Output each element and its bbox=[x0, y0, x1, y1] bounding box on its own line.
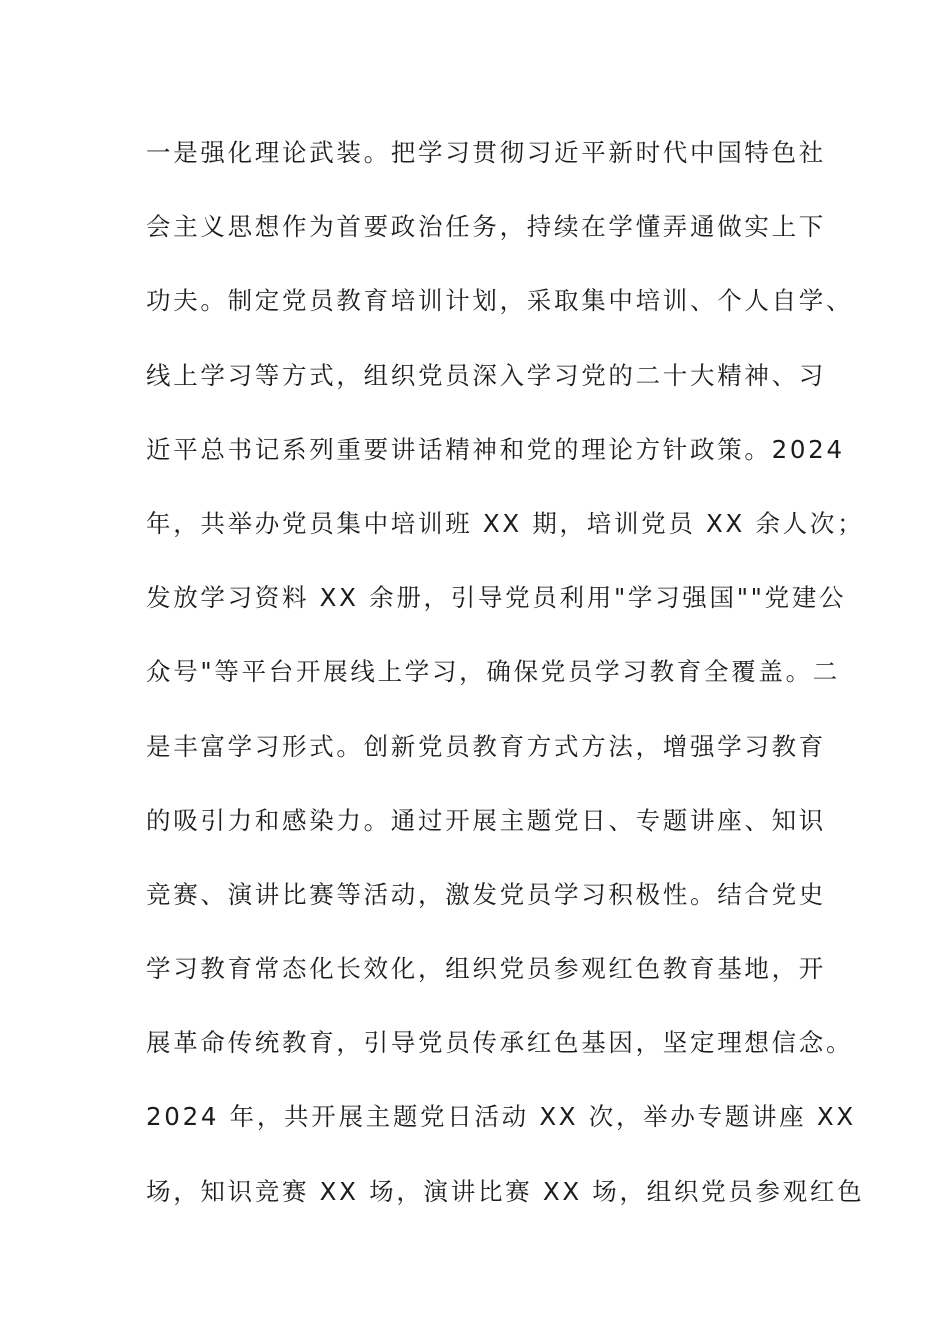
text-line: 会主义思想作为首要政治任务，持续在学懂弄通做实上下 bbox=[146, 212, 826, 242]
text-line: 展革命传统教育，引导党员传承红色基因，坚定理想信念。 bbox=[146, 1028, 854, 1058]
text-line: 是丰富学习形式。创新党员教育方式方法，增强学习教育 bbox=[146, 731, 826, 761]
text-line: 竞赛、演讲比赛等活动，激发党员学习积极性。结合党史 bbox=[146, 879, 826, 909]
text-line: 近平总书记系列重要讲话精神和党的理论方针政策。2024 bbox=[146, 434, 845, 464]
text-line: 学习教育常态化长效化，组织党员参观红色教育基地，开 bbox=[146, 954, 826, 984]
text-line: 年，共举办党员集中培训班 XX 期，培训党员 XX 余人次； bbox=[146, 508, 865, 538]
text-line: 功夫。制定党员教育培训计划，采取集中培训、个人自学、 bbox=[146, 286, 854, 316]
text-line: 众号"等平台开展线上学习，确保党员学习教育全覆盖。二 bbox=[146, 657, 840, 687]
text-line: 2024 年，共开展主题党日活动 XX 次，举办专题讲座 XX bbox=[146, 1102, 856, 1132]
text-line: 场，知识竞赛 XX 场，演讲比赛 XX 场，组织党员参观红色 bbox=[146, 1176, 865, 1206]
text-line: 发放学习资料 XX 余册，引导党员利用"学习强国""党建公 bbox=[146, 583, 847, 613]
body-paragraph bbox=[146, 129, 865, 1242]
text-line: 线上学习等方式，组织党员深入学习党的二十大精神、习 bbox=[146, 360, 826, 390]
text-line: 一是强化理论武装。把学习贯彻习近平新时代中国特色社 bbox=[146, 138, 826, 167]
text-line: 的吸引力和感染力。通过开展主题党日、专题讲座、知识 bbox=[146, 805, 826, 835]
